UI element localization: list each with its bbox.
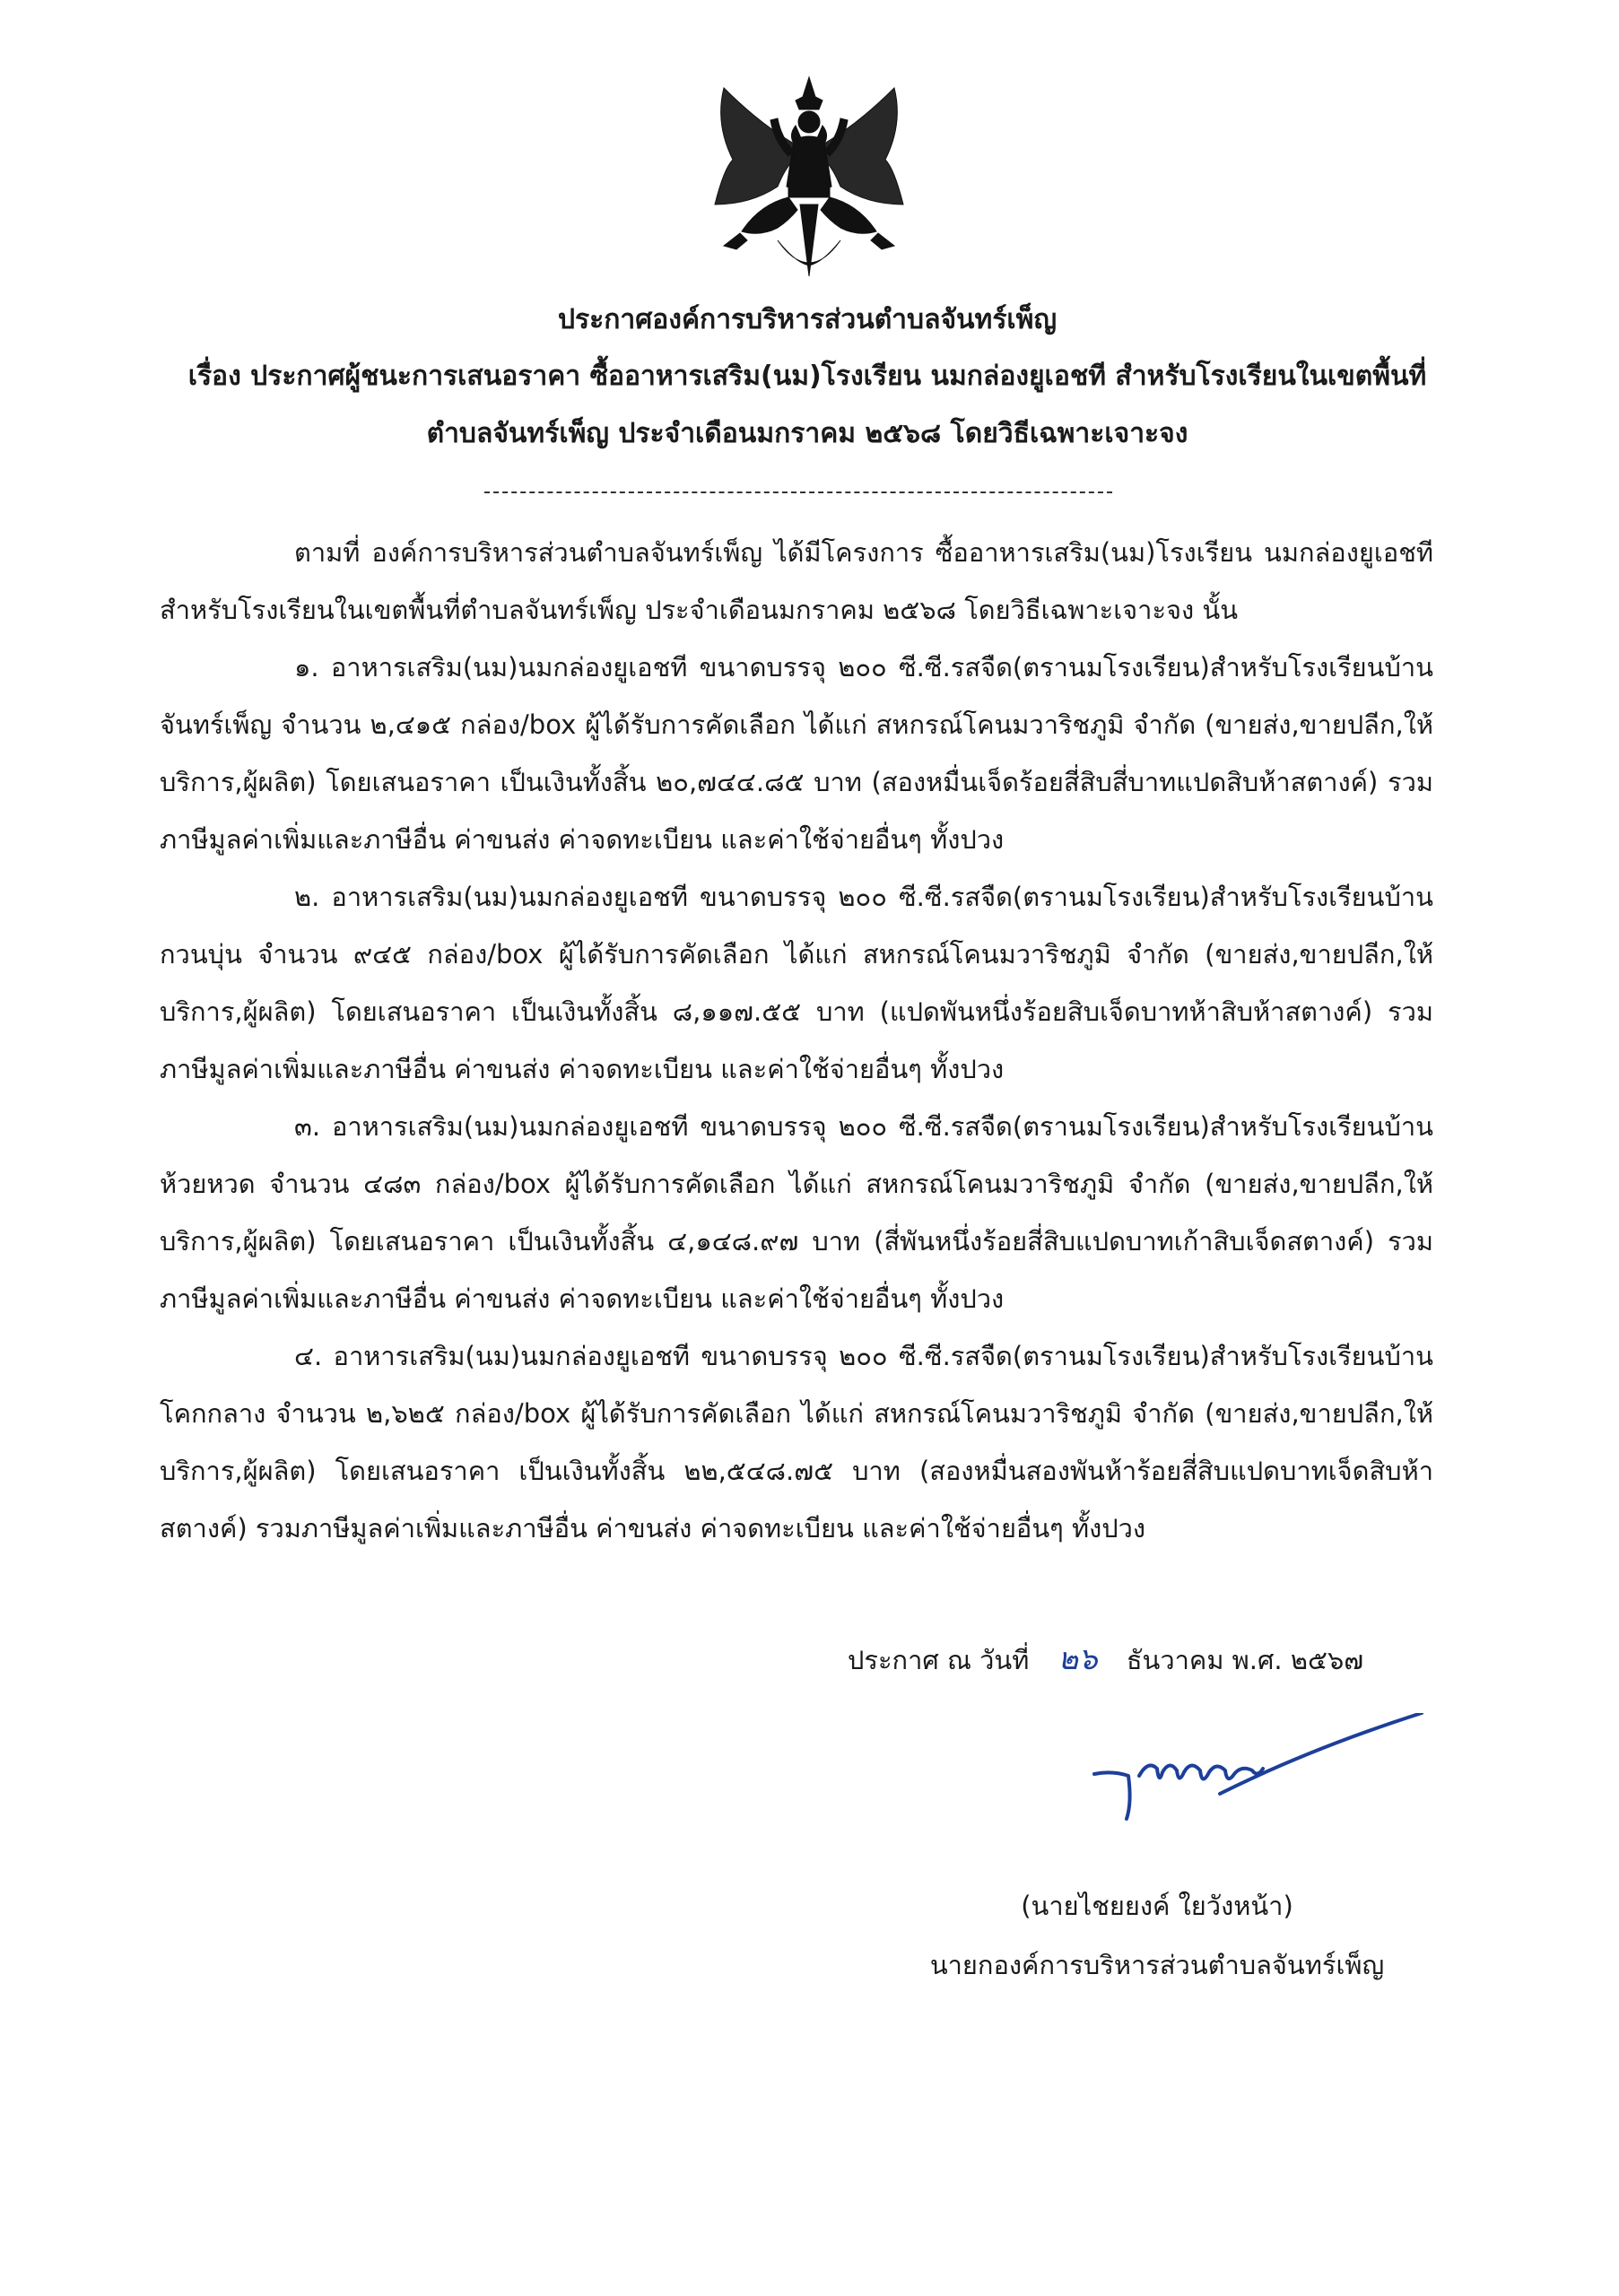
item-paragraph-1: ๑. อาหารเสริม(นม)นมกล่องยูเอชที ขนาดบรรจุ ๒๐๐ ซี.ซี.รสจืด(ตรานมโรงเรียน)สำหรับโรงเรียนบ้านจันทร์เพ็ญ จำนวน ๒,๔๑๕ กล่อง/box ผู้ได้รับการคัดเลือก ได้แก่ สหกรณ์โคนมวาริชภูมิ จำกัด (ขายส่ง,ขายปลีก,ให้บริการ,ผู้ผลิต) โดยเสนอราคา เป็นเงินทั้งสิ้น ๒๐,๗๔๔.๘๕ บาท (สองหมื่นเจ็ดร้อยสี่สิบสี่บาทแปดสิบห้าสตางค์) รวมภาษีมูลค่าเพิ่มและภาษีอื่น ค่าขนส่ง ค่าจดทะเบียน และค่าใช้จ่ายอื่นๆ ทั้งปวง [160,652,1433,855]
item-paragraph-4: ๔. อาหารเสริม(นม)นมกล่องยูเอชที ขนาดบรรจุ ๒๐๐ ซี.ซี.รสจืด(ตรานมโรงเรียน)สำหรับโรงเรียนบ้านโคกกลาง จำนวน ๒,๖๒๕ กล่อง/box ผู้ได้รับการคัดเลือก ได้แก่ สหกรณ์โคนมวาริชภูมิ จำกัด (ขายส่ง,ขายปลีก,ให้บริการ,ผู้ผลิต) โดยเสนอราคา เป็นเงินทั้งสิ้น ๒๒,๕๔๘.๗๕ บาท (สองหมื่นสองพันห้าร้อยสี่สิบแปดบาทเจ็ดสิบห้าสตางค์) รวมภาษีมูลค่าเพิ่มและภาษีอื่น ค่าขนส่ง ค่าจดทะเบียน และค่าใช้จ่ายอื่นๆ ทั้งปวง [160,1341,1433,1544]
document-body [160,524,1433,1557]
item-paragraph-3: ๓. อาหารเสริม(นม)นมกล่องยูเอชที ขนาดบรรจุ ๒๐๐ ซี.ซี.รสจืด(ตรานมโรงเรียน)สำหรับโรงเรียนบ้านห้วยหวด จำนวน ๔๘๓ กล่อง/box ผู้ได้รับการคัดเลือก ได้แก่ สหกรณ์โคนมวาริชภูมิ จำกัด (ขายส่ง,ขายปลีก,ให้บริการ,ผู้ผลิต) โดยเสนอราคา เป็นเงินทั้งสิ้น ๔,๑๔๘.๙๗ บาท (สี่พันหนึ่งร้อยสี่สิบแปดบาทเก้าสิบเจ็ดสตางค์) รวมภาษีมูลค่าเพิ่มและภาษีอื่น ค่าขนส่ง ค่าจดทะเบียน และค่าใช้จ่ายอื่นๆ ทั้งปวง [160,1111,1433,1314]
garuda-emblem-icon [688,70,930,294]
signer-name: (นายไชยยงค์ ใยวังหน้า) [1021,1891,1293,1921]
announce-date-prefix: ประกาศ ณ วันที่ [848,1645,1030,1675]
intro-paragraph: ตามที่ องค์การบริหารส่วนตำบลจันทร์เพ็ญ ได้มีโครงการ ซื้ออาหารเสริม(นม)โรงเรียน นมกล่องยูเอชที สำหรับโรงเรียนในเขตพื้นที่ตำบลจันทร์เพ็ญ ประจำเดือนมกราคม ๒๕๖๘ โดยวิธีเฉพาะเจาะจง นั้น [160,537,1433,625]
announce-date-day: ๒๖ [1058,1641,1098,1677]
handwritten-signature [1076,1713,1426,1830]
announce-date [848,1634,1363,1683]
item-paragraph-2: ๒. อาหารเสริม(นม)นมกล่องยูเอชที ขนาดบรรจุ ๒๐๐ ซี.ซี.รสจืด(ตรานมโรงเรียน)สำหรับโรงเรียนบ้านกวนบุ่น จำนวน ๙๔๕ กล่อง/box ผู้ได้รับการคัดเลือก ได้แก่ สหกรณ์โคนมวาริชภูมิ จำกัด (ขายส่ง,ขายปลีก,ให้บริการ,ผู้ผลิต) โดยเสนอราคา เป็นเงินทั้งสิ้น ๘,๑๑๗.๕๕ บาท (แปดพันหนึ่งร้อยสิบเจ็ดบาทห้าสิบห้าสตางค์) รวมภาษีมูลค่าเพิ่มและภาษีอื่น ค่าขนส่ง ค่าจดทะเบียน และค่าใช้จ่ายอื่นๆ ทั้งปวง [160,882,1433,1084]
subject-line-1: เรื่อง ประกาศผู้ชนะการเสนอราคา ซื้ออาหารเสริม(นม)โรงเรียน นมกล่องยูเอชที สำหรับโรงเรียนในเขตพื้นที่ [187,361,1427,392]
signer-title: นายกองค์การบริหารส่วนตำบลจันทร์เพ็ญ [929,1950,1385,1980]
announcement-heading: ประกาศองค์การบริหารส่วนตำบลจันทร์เพ็ญ [557,304,1058,335]
header-divider [484,491,1112,493]
announce-date-suffix: ธันวาคม พ.ศ. ๒๕๖๗ [1126,1645,1364,1675]
subject-line-2: ตำบลจันทร์เพ็ญ ประจำเดือนมกราคม ๒๕๖๘ โดยวิธีเฉพาะเจาะจง [426,418,1188,449]
